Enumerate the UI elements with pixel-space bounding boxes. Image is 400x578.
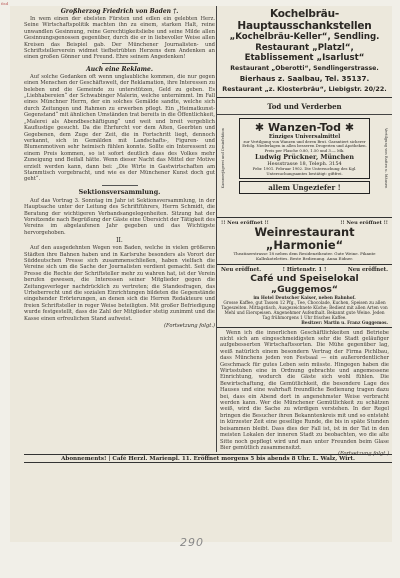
ad-harmonie-name: Weinrestaurant „Harmonie“ [254, 225, 355, 252]
ad-kochel-line: Restaurant „Platzl“, [255, 43, 354, 53]
article-heading-reklame: Auch eine Reklame. [86, 65, 153, 73]
ad-guggemos-right: Neu eröffnet. [347, 266, 388, 273]
ad-guggemos-left: Neu eröffnet. [221, 266, 262, 273]
ad-guggemos [217, 265, 392, 328]
ad-harmonie-desc: Theatinerstrasse 18 neben dem Residenztheater. Gute Weine. Pikante Kalbskotelettes. Beste Bedienung. Anna Eidner. [233, 251, 376, 261]
ad-wanzen-title [242, 121, 367, 134]
article-paragraph: Wenn ich die innerlichen Geschäftlichkeiten und Betriebe nicht sich am eingeschmeidigsten sehr die Stadt geläufiger aufgebesserten Wirtschaftssorten. Die Mühe gegenüber lag, weiß natürlich einem besondern Vertrag der Firma Pichlbau, dass Münchens jeden von Festsaal — ein außerordentlicher Geschmack für gutes Leben sein müsste. Hingegen haben die Wirtsstuben eine in Ordnung gebrachte und angemessene Einrichtung, wodurch die Gäste sich wohl fühlen. Die Bewirtschaftung, die Gemütlichkeit, die besondere Lage des Hauses und eine wahrhaft freundliche Bedienung tragen dazu bei, dass ein Abend dort in angenehmster Weise verbracht werden kann. Wer die Münchener Gemütlichkeit zu schätzen weiß, wird die Sache zu würdigen verstehen. In der Regel bringen die Besucher ihren Bekanntenkreis mit und so entsteht in kürzester Zeit eine gesellige Runde, die bis in späte Stunden beisammen bleibt. Dass dies der Fall ist, ist in der Tat in den meisten Lokalen der inneren Stadt zu beobachten, wo die alte Sitte noch gepflegt wird und man unter Freunden beim Glase Bier gemütlich zusammensitzt. [220, 329, 389, 451]
article-paragraph: Auf den ausgedehnten Wegen von Baden, welche in vielen größeren Städten ihre Bahnen haben und in Karlsruhe besonders als Vorort der Süddeutschen Presse sich zusammenschließen, haben vielfach die Vereine sich um die Sache der Journalisten verdient gemacht. Seit die Presse die Rechte der Schriftsteller mehr zu wahren hat, ist der Verein berufen gewesen, die Interessen seiner Mitglieder gegen die Zeitungsverleger nachdrücklich zu vertreten; die Standesfragen, das Urheberrecht und die sozialen Einrichtungen bildeten die Gegenstände eingehender Erörterungen, an denen sich die Herren Redakteure und freien Schriftsteller in reger Weise beteiligten. Mit großer Befriedigung wurde festgestellt, dass die Zahl der Mitglieder stetig zunimmt und die Kasse einen erfreulichen Stand aufweist. [24, 245, 215, 322]
right-article [217, 328, 392, 543]
article-paragraph: Auf das Vortrag 3. Sonntag im Jahr ist Sektionsversammlung, in der Hauptsache unter der Leitung des Schriftführers, Herrn Schmidt, die Beratung der wichtigeren Verbandsangelegenheiten. Sitzung hat der Vorsitzende nach Begrüßung der Gäste eine Übersicht der Tätigkeit des Vereins im abgelaufenen Jahr gegeben und das Wichtigste hervorgehoben. [24, 197, 215, 236]
divider [102, 63, 138, 64]
footer-banner: Abonnements! | Café Herzl. Marienpl. 11. Eröffnet morgens 5 bis abends 8 Uhr. L. Walz, Wirt. [24, 454, 392, 463]
star-icon: ✱ [254, 121, 265, 134]
ad-guggemos-desc: Grosse Kaffee, gut Tassen 12 Pfg., Tee, Chocolade, Kuchen, Speisen zu allen Tageszeiten. Mittagstisch, Ausgezeichnete Küche; Bedient mit allen Arten von Mehl und Eierspeisen. Angenehmer Aufenthalt. Bekannt gute Weine. Jeden Tag frühmorgens 1 Uhr frisches Kaffee. [221, 299, 388, 320]
article-heading-sektion: Sektionsversammlung. [78, 187, 161, 196]
handwritten-page-number: 290 [180, 536, 204, 549]
ad-wanzen-note: Febr. 1901. Februar 1902. Die Untersuchung des Kgl. Untersuchungsamtes bestätigt: giftfrei. [252, 166, 357, 176]
ad-harmonie [217, 218, 392, 265]
ad-guggemos-name: Café und Speiselokal „Guggemos“ [250, 272, 359, 295]
divider [102, 185, 138, 186]
ad-wanzen-title-text: Wanzen-Tod [267, 121, 342, 134]
archive-corner-mark: 6sd [1, 1, 9, 6]
ad-wanzen-name: Ludwig Prückner, München [254, 153, 355, 162]
ad-guggemos-sub: im Hotel Deutscher Kaiser, neben Bahnhof. [253, 294, 356, 300]
ad-wanzen-tod [217, 98, 392, 218]
ad-kochel-line: „Kochelbräu-Keller“, Sendling. [229, 32, 380, 42]
article-heading-baden: Großherzog Friedrich von Baden †. [60, 8, 179, 15]
ad-wanzen-top: Tod und Verderben [217, 100, 392, 115]
star-icon: ✱ [344, 121, 355, 134]
ad-guggemos-owner: Besitzer: Martin u. Franz Guggemos. [301, 319, 388, 325]
section-numeral: II. [116, 237, 123, 245]
continuation-note: (Fortsetzung folgt.) [337, 451, 389, 458]
right-column [216, 6, 392, 458]
newspaper-page [10, 6, 392, 542]
ad-kochel-line: Restaurant „z. Klosterbräu“, Liebigstr. 20/22. [222, 85, 387, 93]
article-paragraph: Auf solche Gedanken oft wenn unglaubliche kommen, die nur gegen einen Menschen der Geschäftswelt, der Reklamation, ihre Interessen zu beleben und die Gemeinde zu unterstützen, Geld zu geben. Es „Liebhabereien“ der Schwabinger Malerin, welche unternimmt. Im Fall eines Münchner Herrn, der ein solches Gemälde sandte, welche sich durch Zeitungen und Rahmen zu erwerben pflegt. Ein „Heimatkunst-Gegenstand“ mit ähnlichen Umständen trat bereits in die Öffentlichkeit, „Malerei als Abendbeschäftigung“ und weit und breit vergeblich Kauflustige gesucht. Da die Ehrfurcht vor dem Alten, Geerbten und Gegebenen, dem Zuge der Zeit, die in Fortschritt liegt, dennoch verkannt, sich in Gemälden mit Landschafts-, Figuren- und Blumenmotiven sehr heimisch fühlen konnte. Sollte ein Interessent zu einem Preis kommen, so ist sofort deutlich dass des Volkes mehr Zuneigung und Beifall hätte. Wenn dieser Nacht das Mittel der Motive erzielt werden kann, dann bei: „Die Wirte in Gastwirtschaften am Stammtisch vorgebracht, und wie es der Münchener Kunst doch gut geht“. [24, 73, 215, 183]
ad-guggemos-mid: ! Hirtenstr. 1 ! [282, 266, 327, 273]
ad-wanzen-side-text: Vertilgung von Ratten u. Mäusen [384, 128, 388, 189]
ad-wanzen-sub: Einziges Universalmittel [268, 134, 341, 140]
ad-wanzen-side-text: Kammerjägerei und Desinfektion [221, 128, 225, 189]
ad-kochel-line: Bierhaus z. Saalbau, Tel. 35137. [239, 74, 370, 83]
ad-wanzen-box [239, 118, 370, 179]
left-column [24, 6, 215, 452]
ad-wanzen-bottom: allem Ungeziefer ! [239, 181, 370, 194]
ad-harmonie-eroff-right: !! Neu eröffnet !! [340, 220, 388, 226]
article-paragraph: In wem einen der ebelsten Fürsten und edlen ein gelebten Herz. Seine Wirtschaftspolitik machten ihn zu einem, starken Halt, reine unwandlen Gesinnung, reine Gerechtigkeitsliebe und seine Milde allen Gesinnungsgenossen gegenüber, durch die er in liebevoller Weise allen Kreisen das Beispiel gab. Der Münchener Journalisten- und Schriftstellerverein widmet tiefbetrübten Herzens dem Andenken an einen großen Gönner und Freund. Ehre seinem Angedenken! [24, 16, 215, 61]
ad-kochelbraeu [217, 6, 392, 98]
ad-wanzen-addr: Hessstrasse 18, Teleph. 3154 [267, 161, 342, 168]
ad-wanzen-desc: zur Vertilgung von Wanzen und deren Brut. Garantiert sicherer Erfolg. Niederlagen in allen besseren Drogerien und Apotheken. Preis per Flasche 0.80, 1.50 und 3.— Mk. [242, 139, 367, 153]
ad-kochel-line: Restaurant „Oberotti“, Sendlingerstrasse. [230, 65, 379, 72]
ad-guggemos-header [221, 267, 388, 273]
ad-harmonie-eroff-left: !! Neu eröffnet !! [221, 220, 269, 226]
ad-kochel-line: Etablissement „Isarlust“ [244, 53, 365, 63]
continuation-note: (Fortsetzung folgt.) [163, 323, 215, 330]
ad-kochel-title: Kochelbräu-Hauptausschankstellen [237, 8, 372, 32]
